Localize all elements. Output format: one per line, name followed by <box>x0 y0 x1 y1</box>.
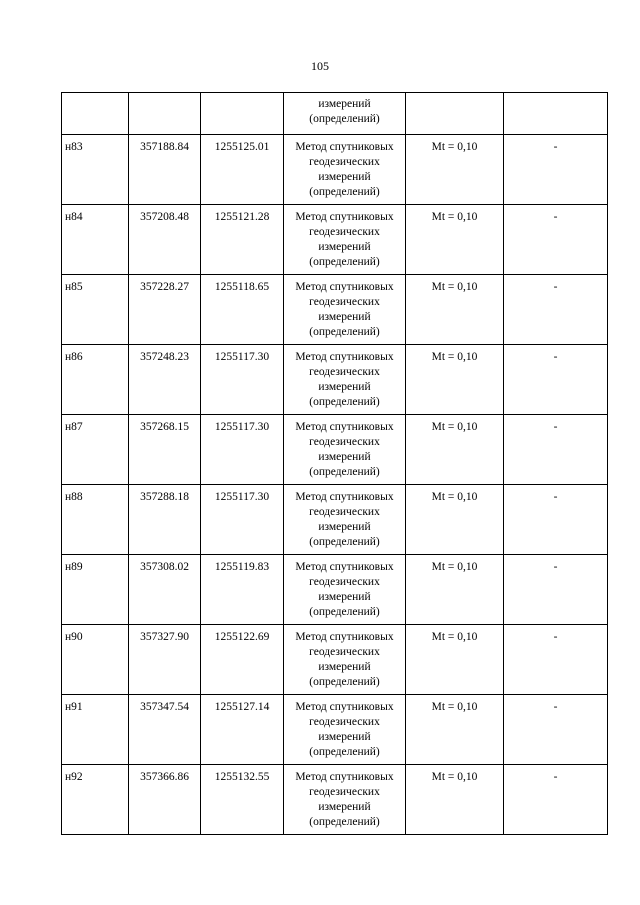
cell-method <box>284 345 406 415</box>
cell-x: 357308.02 <box>129 555 201 625</box>
method-line: геодезических <box>309 366 380 378</box>
cell-x: 357268.15 <box>129 415 201 485</box>
cell-method <box>284 275 406 345</box>
cell-x: 357347.54 <box>129 695 201 765</box>
cell-point-name: н92 <box>62 765 129 835</box>
method-line: Метод спутниковых <box>295 631 394 643</box>
cell-extra: - <box>504 415 608 485</box>
cell-y: 1255122.69 <box>201 625 284 695</box>
cell-extra: - <box>504 345 608 415</box>
cell-method <box>284 695 406 765</box>
method-line: (определений) <box>309 746 380 758</box>
cell-extra: - <box>504 135 608 205</box>
method-line: измерений <box>318 591 371 603</box>
table-row-continuation <box>62 93 608 135</box>
cell-y: 1255119.83 <box>201 555 284 625</box>
cell-point-name: н85 <box>62 275 129 345</box>
method-line: (определений) <box>309 396 380 408</box>
table-row <box>62 625 608 695</box>
cell-point-name: н83 <box>62 135 129 205</box>
method-line: измерений <box>318 171 371 183</box>
method-line: (определений) <box>309 113 380 125</box>
table-row <box>62 205 608 275</box>
cell-y <box>201 93 284 135</box>
method-line: измерений <box>318 801 371 813</box>
method-line: измерений <box>318 731 371 743</box>
cell-y: 1255132.55 <box>201 765 284 835</box>
method-line: измерений <box>318 311 371 323</box>
cell-x <box>129 93 201 135</box>
cell-point-name <box>62 93 129 135</box>
cell-extra: - <box>504 555 608 625</box>
table-row <box>62 135 608 205</box>
method-line: Метод спутниковых <box>295 421 394 433</box>
cell-point-name: н86 <box>62 345 129 415</box>
cell-x: 357327.90 <box>129 625 201 695</box>
cell-y: 1255127.14 <box>201 695 284 765</box>
table-row <box>62 275 608 345</box>
cell-x: 357208.48 <box>129 205 201 275</box>
method-line: геодезических <box>309 156 380 168</box>
cell-accuracy: Mt = 0,10 <box>406 485 504 555</box>
method-line: Метод спутниковых <box>295 211 394 223</box>
method-line: (определений) <box>309 536 380 548</box>
method-line: измерений <box>318 661 371 673</box>
cell-x: 357228.27 <box>129 275 201 345</box>
method-line: Метод спутниковых <box>295 281 394 293</box>
cell-extra: - <box>504 275 608 345</box>
cell-accuracy: Mt = 0,10 <box>406 205 504 275</box>
cell-accuracy <box>406 93 504 135</box>
method-line: Метод спутниковых <box>295 561 394 573</box>
method-line: измерений <box>318 381 371 393</box>
method-line: Метод спутниковых <box>295 701 394 713</box>
method-line: Метод спутниковых <box>295 351 394 363</box>
table-body <box>62 93 608 835</box>
method-line: геодезических <box>309 436 380 448</box>
method-line: геодезических <box>309 576 380 588</box>
cell-accuracy: Mt = 0,10 <box>406 625 504 695</box>
method-line: геодезических <box>309 226 380 238</box>
cell-extra <box>504 93 608 135</box>
method-line: геодезических <box>309 506 380 518</box>
cell-extra: - <box>504 695 608 765</box>
cell-point-name: н88 <box>62 485 129 555</box>
cell-y: 1255117.30 <box>201 415 284 485</box>
cell-extra: - <box>504 765 608 835</box>
method-line: (определений) <box>309 186 380 198</box>
cell-point-name: н91 <box>62 695 129 765</box>
cell-method <box>284 485 406 555</box>
cell-accuracy: Mt = 0,10 <box>406 275 504 345</box>
cell-point-name: н90 <box>62 625 129 695</box>
method-line: геодезических <box>309 786 380 798</box>
cell-accuracy: Mt = 0,10 <box>406 135 504 205</box>
method-line: (определений) <box>309 256 380 268</box>
cell-extra: - <box>504 625 608 695</box>
cell-method <box>284 93 406 135</box>
cell-point-name: н89 <box>62 555 129 625</box>
cell-method <box>284 555 406 625</box>
cell-method <box>284 205 406 275</box>
method-line: Метод спутниковых <box>295 141 394 153</box>
page-number: 105 <box>311 59 329 73</box>
cell-x: 357366.86 <box>129 765 201 835</box>
cell-extra: - <box>504 485 608 555</box>
cell-method <box>284 765 406 835</box>
cell-y: 1255125.01 <box>201 135 284 205</box>
cell-x: 357248.23 <box>129 345 201 415</box>
cell-x: 357288.18 <box>129 485 201 555</box>
cell-y: 1255118.65 <box>201 275 284 345</box>
table-row <box>62 695 608 765</box>
method-line: измерений <box>318 98 371 110</box>
method-line: геодезических <box>309 296 380 308</box>
method-line: Метод спутниковых <box>295 491 394 503</box>
table-row <box>62 485 608 555</box>
cell-accuracy: Mt = 0,10 <box>406 765 504 835</box>
cell-y: 1255117.30 <box>201 345 284 415</box>
cell-accuracy: Mt = 0,10 <box>406 695 504 765</box>
method-line: измерений <box>318 241 371 253</box>
cell-extra: - <box>504 205 608 275</box>
cell-point-name: н87 <box>62 415 129 485</box>
cell-y: 1255117.30 <box>201 485 284 555</box>
method-line: (определений) <box>309 326 380 338</box>
cell-accuracy: Mt = 0,10 <box>406 415 504 485</box>
cell-method <box>284 415 406 485</box>
table-row <box>62 765 608 835</box>
cell-y: 1255121.28 <box>201 205 284 275</box>
method-line: геодезических <box>309 646 380 658</box>
method-line: измерений <box>318 451 371 463</box>
cell-accuracy: Mt = 0,10 <box>406 555 504 625</box>
cell-method <box>284 625 406 695</box>
cell-x: 357188.84 <box>129 135 201 205</box>
method-line: измерений <box>318 521 371 533</box>
table-row <box>62 345 608 415</box>
cell-accuracy: Mt = 0,10 <box>406 345 504 415</box>
table-row <box>62 555 608 625</box>
method-line: геодезических <box>309 716 380 728</box>
method-line: (определений) <box>309 606 380 618</box>
method-line: (определений) <box>309 676 380 688</box>
table-row <box>62 415 608 485</box>
method-line: (определений) <box>309 816 380 828</box>
coordinates-table <box>61 92 608 835</box>
cell-method <box>284 135 406 205</box>
method-line: Метод спутниковых <box>295 771 394 783</box>
cell-point-name: н84 <box>62 205 129 275</box>
method-line: (определений) <box>309 466 380 478</box>
